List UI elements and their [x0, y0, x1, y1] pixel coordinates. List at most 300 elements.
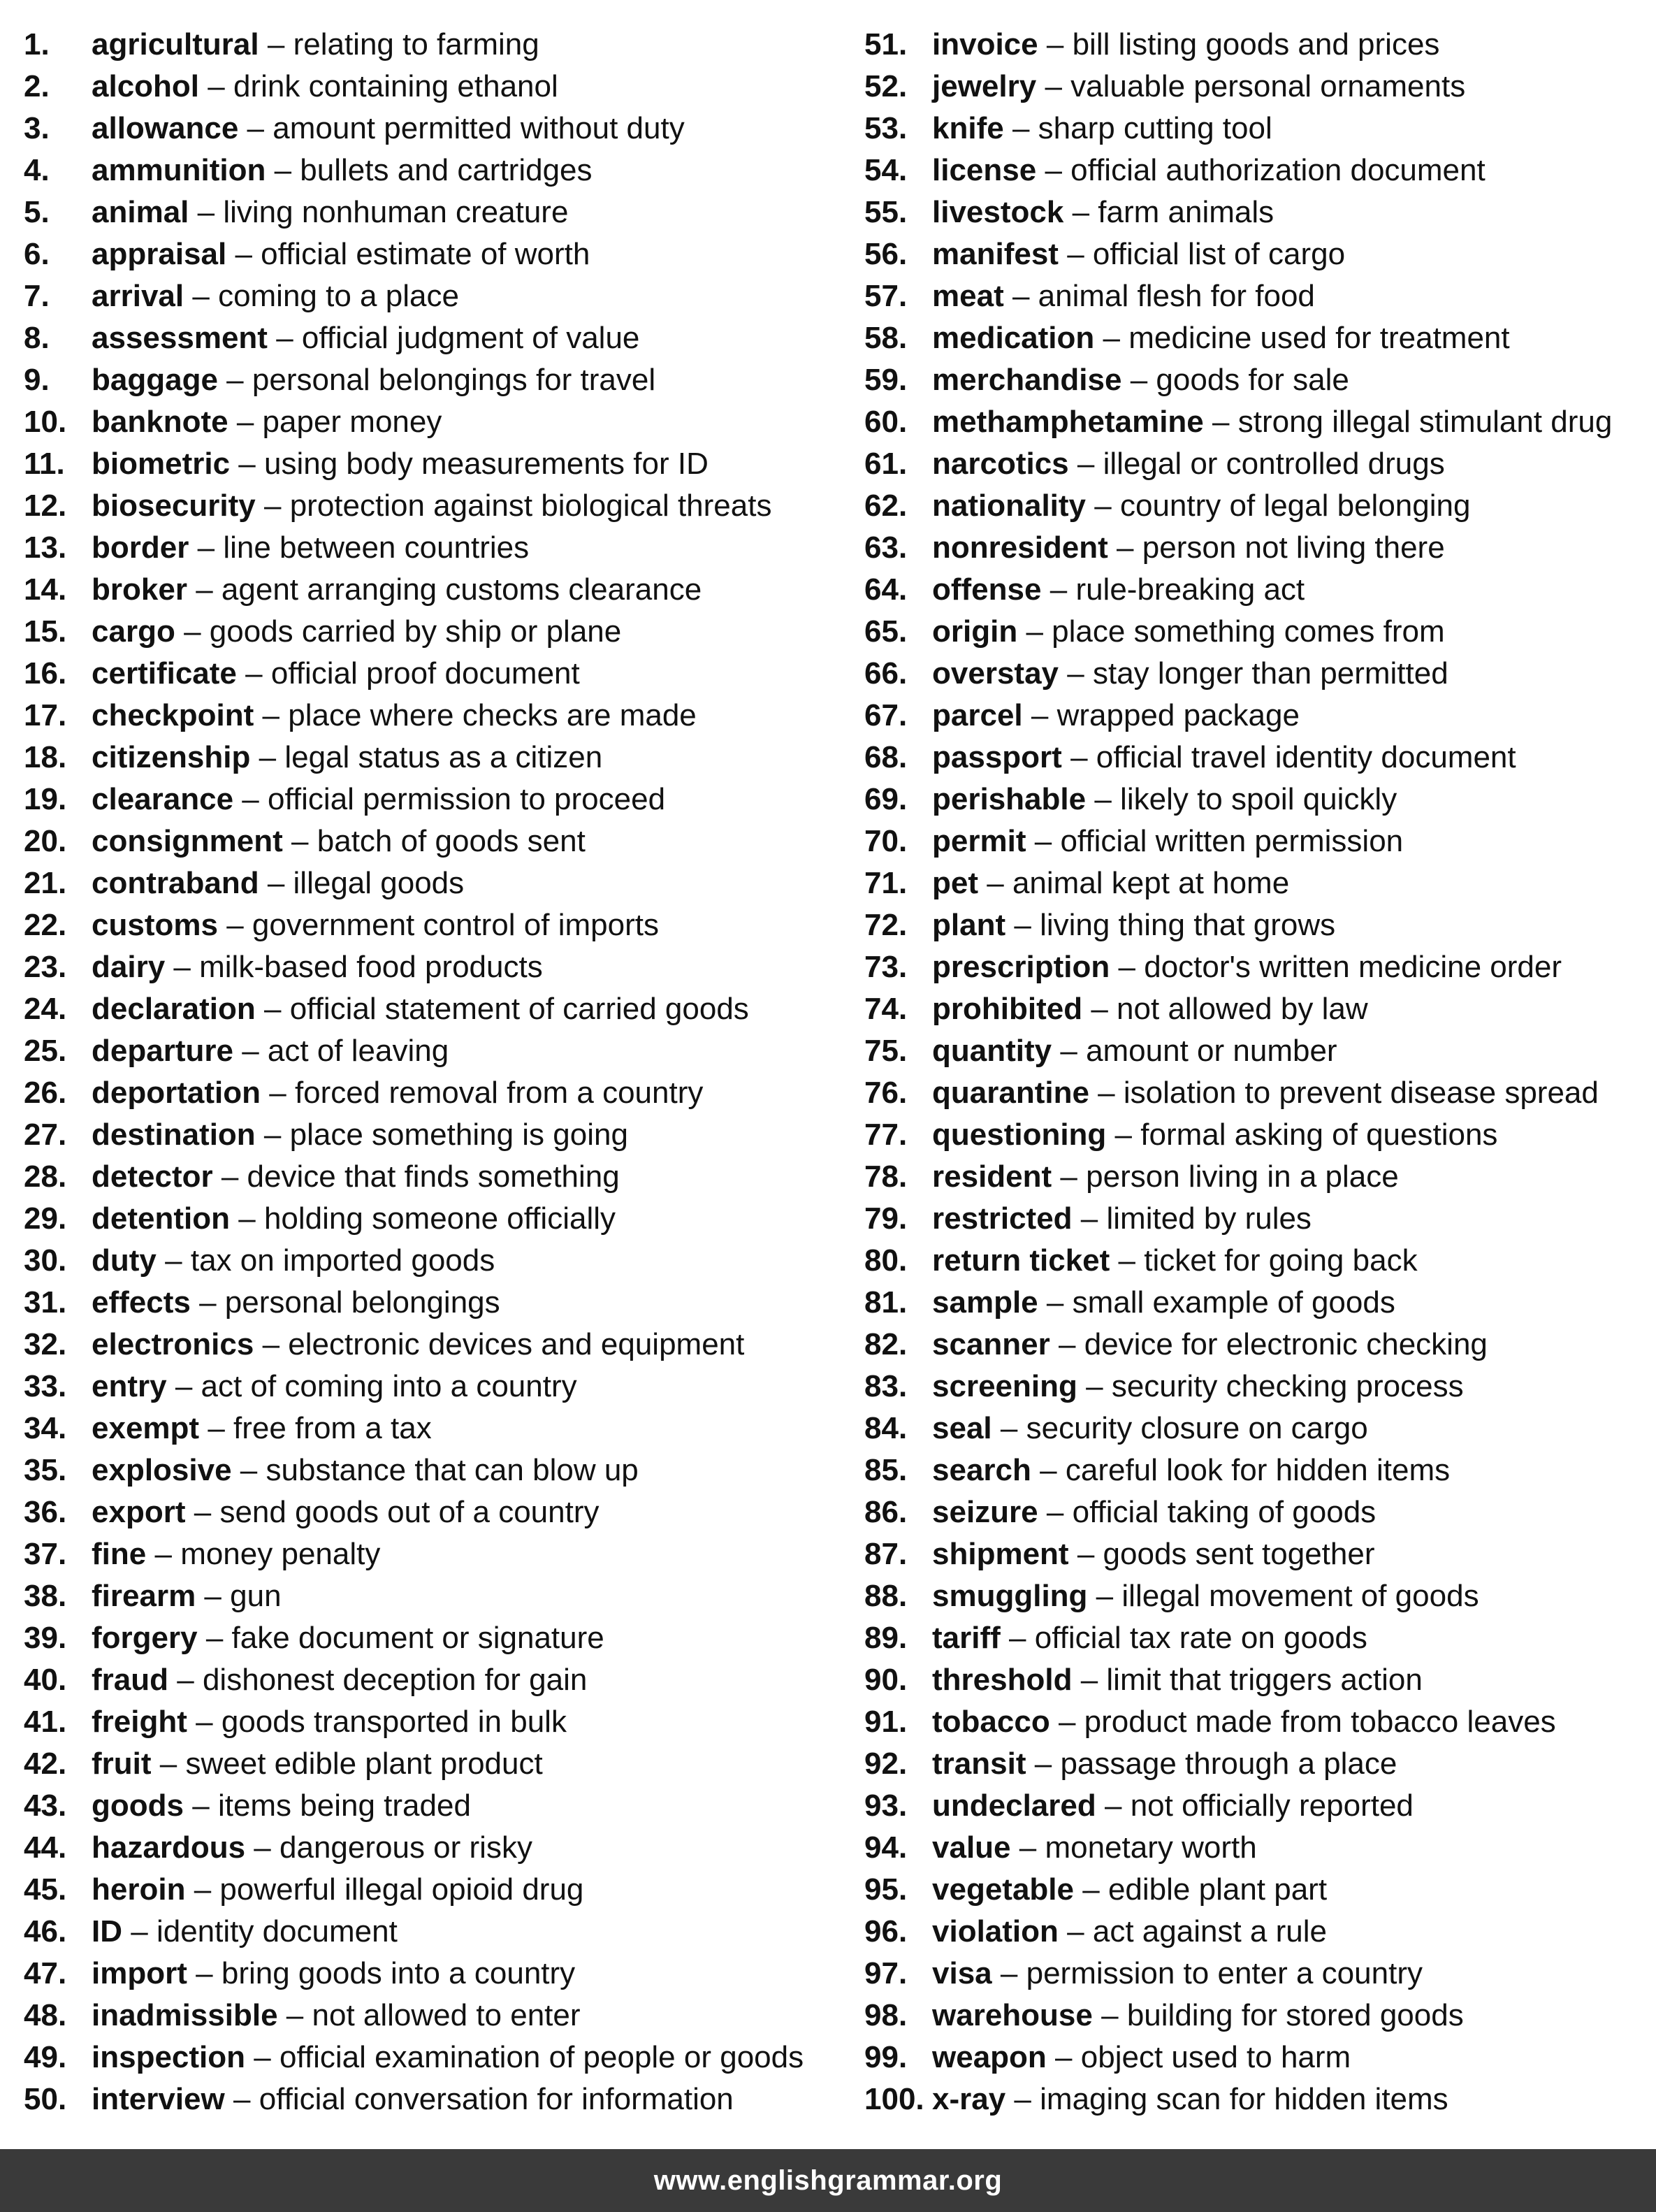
entry-definition: ticket for going back: [1144, 1243, 1418, 1278]
entry-text: [932, 1072, 1599, 1114]
list-item: [864, 569, 1656, 611]
footer-website: www.englishgrammar.org: [653, 2164, 1003, 2196]
entry-number: 93.: [864, 1788, 908, 1823]
entry-text: [92, 1743, 543, 1785]
entry-definition: amount permitted without duty: [273, 111, 685, 145]
entry-separator: –: [1012, 111, 1030, 145]
entry-definition: electronic devices and equipment: [288, 1327, 745, 1361]
entry-definition: amount or number: [1086, 1034, 1337, 1068]
entry-separator: –: [194, 1495, 212, 1529]
entry-number: 17.: [24, 698, 67, 732]
entry-separator: –: [1104, 1788, 1122, 1823]
entry-separator: –: [1067, 656, 1084, 691]
entry-separator: –: [1101, 1998, 1119, 2032]
entry-number: 73.: [864, 950, 908, 984]
entry-text: [92, 2037, 804, 2079]
entry-number: 10.: [24, 405, 67, 439]
entry-text: [92, 108, 685, 150]
entry-number: 36.: [24, 1495, 67, 1529]
entry-definition: gun: [230, 1579, 282, 1613]
entry-number: 20.: [24, 824, 67, 858]
entry-text: [932, 1953, 1423, 1995]
list-item: [24, 1617, 855, 1659]
entry-number: 2.: [24, 69, 50, 103]
entry-number: 86.: [864, 1495, 908, 1529]
list-item: [864, 150, 1656, 191]
list-item: [864, 1953, 1656, 1995]
entry-definition: holding someone officially: [263, 1201, 616, 1236]
entry-separator: –: [208, 1411, 225, 1445]
entry-definition: country of legal belonging: [1119, 489, 1471, 523]
entry-term: quarantine: [932, 1076, 1089, 1110]
entry-separator: –: [1070, 740, 1088, 774]
entry-term: quantity: [932, 1034, 1052, 1068]
entry-definition: illegal or controlled drugs: [1103, 447, 1445, 481]
entry-separator: –: [1045, 69, 1062, 103]
entry-definition: fake document or signature: [231, 1621, 604, 1655]
entry-number: 98.: [864, 1998, 908, 2032]
entry-separator: –: [1049, 572, 1068, 607]
entry-number: 19.: [24, 782, 67, 816]
entry-term: tariff: [932, 1621, 1001, 1655]
entry-term: narcotics: [932, 447, 1069, 481]
entry-separator: –: [242, 782, 259, 816]
entry-term: biosecurity: [92, 489, 256, 523]
entry-text: [932, 24, 1439, 66]
entry-separator: –: [175, 1369, 193, 1403]
entry-text: [92, 1617, 604, 1659]
entry-separator: –: [1096, 1579, 1114, 1613]
list-item: [864, 1575, 1656, 1617]
entry-definition: forced removal from a country: [294, 1076, 704, 1110]
entry-number: 49.: [24, 2040, 67, 2074]
entry-definition: goods transported in bulk: [221, 1705, 567, 1739]
entry-text: [932, 1282, 1395, 1324]
entry-text: [92, 1533, 380, 1575]
entry-separator: –: [197, 530, 215, 565]
entry-definition: official tax rate on goods: [1034, 1621, 1367, 1655]
entry-definition: valuable personal ornaments: [1070, 69, 1466, 103]
entry-term: fruit: [92, 1747, 152, 1781]
entry-number: 21.: [24, 866, 67, 900]
entry-separator: –: [1117, 530, 1134, 565]
entry-definition: identity document: [156, 1914, 398, 1949]
entry-text: [932, 1198, 1312, 1240]
entry-definition: limit that triggers action: [1106, 1663, 1423, 1697]
list-item: [24, 1072, 855, 1114]
list-item: [24, 108, 855, 150]
entry-term: entry: [92, 1369, 167, 1403]
entry-definition: protection against biological threats: [289, 489, 772, 523]
entry-number: 54.: [864, 153, 908, 187]
entry-definition: dishonest deception for gain: [202, 1663, 588, 1697]
list-item: [864, 779, 1656, 821]
entry-term: electronics: [92, 1327, 254, 1361]
list-item: [864, 737, 1656, 779]
entry-separator: –: [1098, 1076, 1115, 1110]
list-item: [24, 779, 855, 821]
entry-text: [92, 988, 749, 1030]
entry-definition: dangerous or risky: [279, 1830, 532, 1865]
list-item: [24, 1785, 855, 1827]
entry-number: 30.: [24, 1243, 67, 1278]
entry-definition: official statement of carried goods: [289, 992, 749, 1026]
entry-number: 65.: [864, 614, 908, 649]
entry-number: 38.: [24, 1579, 67, 1613]
entry-separator: –: [286, 1998, 304, 2032]
list-item: [24, 2079, 855, 2120]
entry-number: 100.: [864, 2082, 924, 2116]
entry-text: [932, 988, 1368, 1030]
entry-definition: animal kept at home: [1012, 866, 1290, 900]
entry-term: scanner: [932, 1327, 1050, 1361]
entry-number: 33.: [24, 1369, 67, 1403]
entry-number: 88.: [864, 1579, 908, 1613]
entry-separator: –: [291, 824, 309, 858]
entry-separator: –: [267, 27, 285, 62]
entry-definition: sweet edible plant product: [185, 1747, 543, 1781]
list-item: [24, 611, 855, 653]
entry-term: warehouse: [932, 1998, 1093, 2032]
entry-separator: –: [194, 1872, 212, 1907]
entry-text: [92, 317, 639, 359]
entry-number: 84.: [864, 1411, 908, 1445]
list-item: [24, 1282, 855, 1324]
vocabulary-column-left: [24, 24, 855, 2120]
entry-term: threshold: [932, 1663, 1073, 1697]
entry-text: [92, 1659, 587, 1701]
entry-separator: –: [1034, 1747, 1052, 1781]
entry-definition: not allowed by law: [1117, 992, 1368, 1026]
entry-number: 1.: [24, 27, 50, 62]
entry-definition: not allowed to enter: [312, 1998, 581, 2032]
entry-term: tobacco: [932, 1705, 1050, 1739]
entry-separator: –: [1103, 321, 1120, 355]
entry-term: clearance: [92, 782, 234, 816]
entry-definition: small example of goods: [1072, 1285, 1395, 1320]
entry-text: [932, 2037, 1351, 2079]
entry-number: 99.: [864, 2040, 908, 2074]
list-item: [864, 611, 1656, 653]
entry-term: detector: [92, 1159, 213, 1194]
entry-term: manifest: [932, 237, 1059, 271]
entry-term: animal: [92, 195, 189, 229]
entry-text: [932, 317, 1510, 359]
entry-separator: –: [196, 1956, 213, 1990]
entry-separator: –: [259, 740, 277, 774]
entry-text: [92, 1701, 567, 1743]
entry-separator: –: [254, 1830, 271, 1865]
entry-term: smuggling: [932, 1579, 1088, 1613]
entry-number: 55.: [864, 195, 908, 229]
entry-separator: –: [247, 111, 265, 145]
entry-number: 94.: [864, 1830, 908, 1865]
entry-separator: –: [1046, 1495, 1064, 1529]
list-item: [24, 485, 855, 527]
entry-separator: –: [1012, 279, 1030, 313]
entry-term: firearm: [92, 1579, 196, 1613]
entry-text: [932, 1533, 1374, 1575]
list-item: [864, 359, 1656, 401]
entry-number: 72.: [864, 908, 908, 942]
entry-separator: –: [1026, 614, 1043, 649]
entry-term: methamphetamine: [932, 405, 1204, 439]
entry-text: [92, 1491, 599, 1533]
entry-definition: drink containing ethanol: [233, 69, 558, 103]
entry-number: 31.: [24, 1285, 67, 1320]
entry-separator: –: [226, 363, 244, 397]
entry-term: prescription: [932, 950, 1110, 984]
entry-separator: –: [196, 1705, 213, 1739]
entry-term: assessment: [92, 321, 268, 355]
entry-text: [932, 737, 1516, 779]
entry-number: 8.: [24, 321, 50, 355]
entry-definition: stay longer than permitted: [1092, 656, 1448, 691]
entry-term: deportation: [92, 1076, 261, 1110]
entry-definition: legal status as a citizen: [284, 740, 603, 774]
entry-text: [932, 191, 1274, 233]
entry-separator: –: [1019, 1830, 1037, 1865]
list-item: [864, 1282, 1656, 1324]
entry-definition: security checking process: [1111, 1369, 1464, 1403]
entry-text: [92, 1785, 471, 1827]
entry-definition: money penalty: [180, 1537, 381, 1571]
list-item: [24, 150, 855, 191]
entry-definition: formal asking of questions: [1140, 1118, 1498, 1152]
entry-term: effects: [92, 1285, 191, 1320]
entry-number: 57.: [864, 279, 908, 313]
entry-definition: illegal movement of goods: [1121, 1579, 1479, 1613]
list-item: [864, 1324, 1656, 1366]
entry-text: [932, 2079, 1448, 2120]
list-item: [864, 317, 1656, 359]
list-item: [864, 1827, 1656, 1869]
entry-number: 56.: [864, 237, 908, 271]
entry-definition: substance that can blow up: [266, 1453, 639, 1487]
entry-text: [932, 1911, 1327, 1953]
list-item: [864, 443, 1656, 485]
entry-term: pet: [932, 866, 978, 900]
entry-number: 82.: [864, 1327, 908, 1361]
entry-definition: permission to enter a country: [1026, 1956, 1423, 1990]
entry-text: [92, 1198, 616, 1240]
entry-number: 92.: [864, 1747, 908, 1781]
list-item: [864, 946, 1656, 988]
list-item: [864, 1533, 1656, 1575]
entry-term: parcel: [932, 698, 1023, 732]
entry-text: [932, 904, 1335, 946]
entry-separator: –: [1058, 1705, 1076, 1739]
entry-term: questioning: [932, 1118, 1107, 1152]
entry-definition: farm animals: [1098, 195, 1274, 229]
entry-text: [932, 275, 1315, 317]
entry-text: [92, 1030, 449, 1072]
entry-term: inadmissible: [92, 1998, 278, 2032]
entry-text: [932, 1869, 1327, 1911]
entry-definition: government control of imports: [252, 908, 659, 942]
entry-text: [932, 611, 1445, 653]
entry-text: [932, 66, 1465, 108]
entry-number: 70.: [864, 824, 908, 858]
entry-number: 96.: [864, 1914, 908, 1949]
entry-text: [932, 1659, 1423, 1701]
entry-definition: goods carried by ship or plane: [209, 614, 622, 649]
list-item: [864, 191, 1656, 233]
entry-definition: personal belongings for travel: [252, 363, 656, 397]
list-item: [24, 1743, 855, 1785]
entry-number: 9.: [24, 363, 50, 397]
entry-term: screening: [932, 1369, 1077, 1403]
entry-text: [92, 24, 539, 66]
list-item: [864, 233, 1656, 275]
entry-term: medication: [932, 321, 1095, 355]
entry-number: 13.: [24, 530, 67, 565]
entry-text: [92, 2079, 734, 2120]
entry-separator: –: [254, 2040, 271, 2074]
entry-term: customs: [92, 908, 218, 942]
entry-definition: paper money: [262, 405, 442, 439]
entry-text: [92, 485, 771, 527]
entry-number: 39.: [24, 1621, 67, 1655]
entry-separator: –: [1077, 447, 1095, 481]
entry-separator: –: [235, 237, 252, 271]
entry-separator: –: [263, 1118, 282, 1152]
list-item: [864, 527, 1656, 569]
entry-definition: rule-breaking act: [1075, 572, 1305, 607]
entry-definition: act of coming into a country: [201, 1369, 577, 1403]
list-item: [24, 1366, 855, 1408]
entry-number: 60.: [864, 405, 908, 439]
entry-term: livestock: [932, 195, 1064, 229]
entry-term: x-ray: [932, 2082, 1006, 2116]
entry-text: [92, 1953, 575, 1995]
list-item: [24, 1827, 855, 1869]
entry-definition: isolation to prevent disease spread: [1123, 1076, 1599, 1110]
entry-text: [932, 1575, 1479, 1617]
entry-separator: –: [238, 447, 256, 481]
entry-text: [932, 1491, 1376, 1533]
entry-definition: personal belongings: [224, 1285, 500, 1320]
entry-definition: official written permission: [1060, 824, 1404, 858]
entry-term: border: [92, 530, 189, 565]
entry-separator: –: [238, 1201, 256, 1236]
entry-separator: –: [267, 866, 285, 900]
entry-term: seizure: [932, 1495, 1038, 1529]
entry-separator: –: [1080, 1663, 1098, 1697]
entry-number: 48.: [24, 1998, 67, 2032]
entry-number: 63.: [864, 530, 908, 565]
entry-term: meat: [932, 279, 1004, 313]
list-item: [864, 275, 1656, 317]
entry-number: 35.: [24, 1453, 67, 1487]
list-item: [864, 904, 1656, 946]
entry-separator: –: [1060, 1159, 1077, 1194]
list-item: [864, 988, 1656, 1030]
entry-number: 74.: [864, 992, 908, 1026]
entry-term: transit: [932, 1747, 1026, 1781]
entry-text: [932, 569, 1305, 611]
entry-definition: items being traded: [217, 1788, 471, 1823]
entry-term: violation: [932, 1914, 1059, 1949]
entry-separator: –: [173, 950, 191, 984]
entry-definition: edible plant part: [1107, 1872, 1328, 1907]
entry-number: 87.: [864, 1537, 908, 1571]
list-item: [864, 821, 1656, 862]
entry-definition: act of leaving: [267, 1034, 449, 1068]
entry-term: interview: [92, 2082, 225, 2116]
entry-text: [92, 737, 602, 779]
entry-text: [92, 1072, 703, 1114]
entry-number: 29.: [24, 1201, 67, 1236]
entry-definition: careful look for hidden items: [1065, 1453, 1451, 1487]
entry-definition: official authorization document: [1070, 153, 1486, 187]
entry-number: 71.: [864, 866, 908, 900]
entry-definition: security closure on cargo: [1026, 1411, 1368, 1445]
entry-number: 66.: [864, 656, 908, 691]
entry-text: [932, 862, 1289, 904]
entry-definition: person living in a place: [1086, 1159, 1399, 1194]
entry-number: 91.: [864, 1705, 908, 1739]
entry-definition: official permission to proceed: [268, 782, 666, 816]
entry-separator: –: [240, 1453, 258, 1487]
entry-definition: batch of goods sent: [317, 824, 586, 858]
entry-text: [932, 695, 1300, 737]
entry-definition: official taking of goods: [1072, 1495, 1377, 1529]
entry-number: 83.: [864, 1369, 908, 1403]
entry-term: export: [92, 1495, 186, 1529]
list-item: [24, 904, 855, 946]
entry-text: [932, 1450, 1450, 1491]
entry-term: consignment: [92, 824, 283, 858]
entry-term: explosive: [92, 1453, 232, 1487]
entry-definition: official estimate of worth: [261, 237, 590, 271]
list-item: [24, 1114, 855, 1156]
list-item: [24, 946, 855, 988]
entry-separator: –: [262, 698, 279, 732]
list-item: [864, 1491, 1656, 1533]
entry-text: [92, 569, 702, 611]
entry-term: baggage: [92, 363, 218, 397]
list-item: [24, 1533, 855, 1575]
entry-number: 61.: [864, 447, 908, 481]
entry-separator: –: [221, 1159, 239, 1194]
entry-term: arrival: [92, 279, 184, 313]
entry-number: 18.: [24, 740, 67, 774]
entry-definition: bullets and cartridges: [300, 153, 593, 187]
entry-text: [92, 359, 655, 401]
list-item: [864, 24, 1656, 66]
list-item: [864, 1366, 1656, 1408]
entry-separator: –: [1094, 782, 1112, 816]
list-item: [864, 1701, 1656, 1743]
entry-definition: product made from tobacco leaves: [1084, 1705, 1556, 1739]
list-item: [24, 1408, 855, 1450]
entry-separator: –: [263, 489, 282, 523]
entry-separator: –: [208, 69, 225, 103]
list-item: [24, 359, 855, 401]
entry-number: 64.: [864, 572, 908, 607]
entry-text: [92, 527, 529, 569]
entry-text: [932, 108, 1272, 150]
entry-definition: line between countries: [223, 530, 530, 565]
entry-definition: building for stored goods: [1126, 1998, 1464, 2032]
entry-term: heroin: [92, 1872, 186, 1907]
entry-separator: –: [1046, 1285, 1064, 1320]
entry-number: 43.: [24, 1788, 67, 1823]
entry-text: [932, 1114, 1497, 1156]
entry-text: [92, 191, 568, 233]
entry-separator: –: [274, 153, 292, 187]
